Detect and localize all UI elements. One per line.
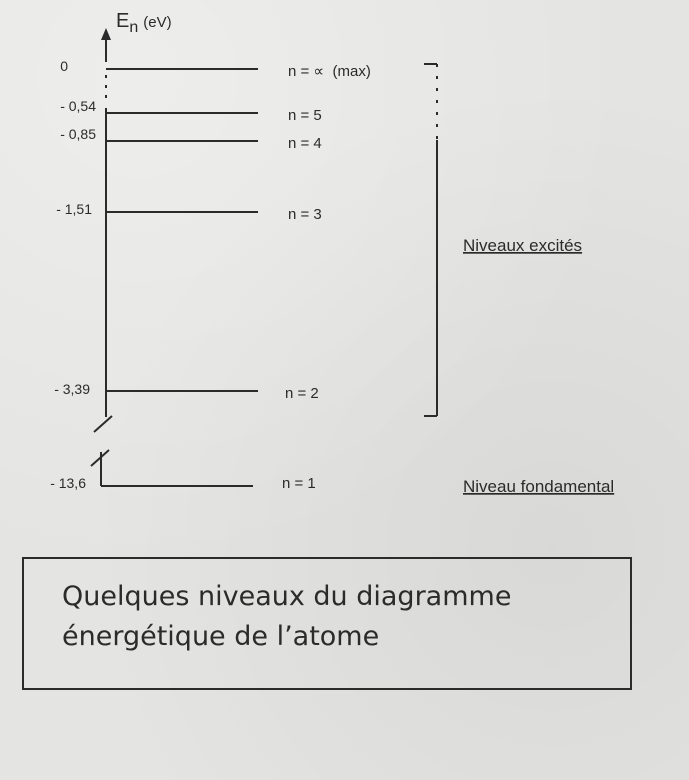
level-energy-value: - 0,85 xyxy=(60,126,96,142)
level-quantum-number: n = 1 xyxy=(282,475,316,492)
energy-level xyxy=(50,475,316,492)
level-energy-value: - 1,51 xyxy=(56,201,92,217)
level-quantum-number: n = 3 xyxy=(288,206,322,223)
energy-level xyxy=(60,98,322,124)
excited-levels-bracket xyxy=(424,64,437,416)
caption-box xyxy=(22,557,632,690)
energy-axis-unit: (eV) xyxy=(143,14,172,31)
energy-level xyxy=(54,381,319,402)
energy-axis-label xyxy=(116,10,172,36)
ground-level-label: Niveau fondamental xyxy=(463,477,615,496)
energy-axis-arrowhead xyxy=(101,28,111,40)
level-quantum-number: n = 4 xyxy=(288,135,322,152)
level-energy-value: - 13,6 xyxy=(50,475,86,491)
energy-level xyxy=(60,126,322,152)
excited-levels-label: Niveaux excités xyxy=(463,236,583,255)
level-energy-value: - 0,54 xyxy=(60,98,96,114)
caption-line-2: énergétique de l’atome xyxy=(62,621,380,652)
level-energy-value: 0 xyxy=(60,58,68,74)
caption-line-1: Quelques niveaux du diagramme xyxy=(62,581,512,612)
axis-break-mark xyxy=(94,416,112,432)
level-quantum-number: n = 5 xyxy=(288,107,322,124)
level-quantum-number: n = 2 xyxy=(285,385,319,402)
level-energy-value: - 3,39 xyxy=(54,381,90,397)
energy-level xyxy=(56,201,322,223)
level-quantum-number: n = ∝ (max) xyxy=(288,63,371,80)
energy-axis-subscript: n xyxy=(129,19,139,36)
energy-axis-symbol: E xyxy=(116,10,130,32)
